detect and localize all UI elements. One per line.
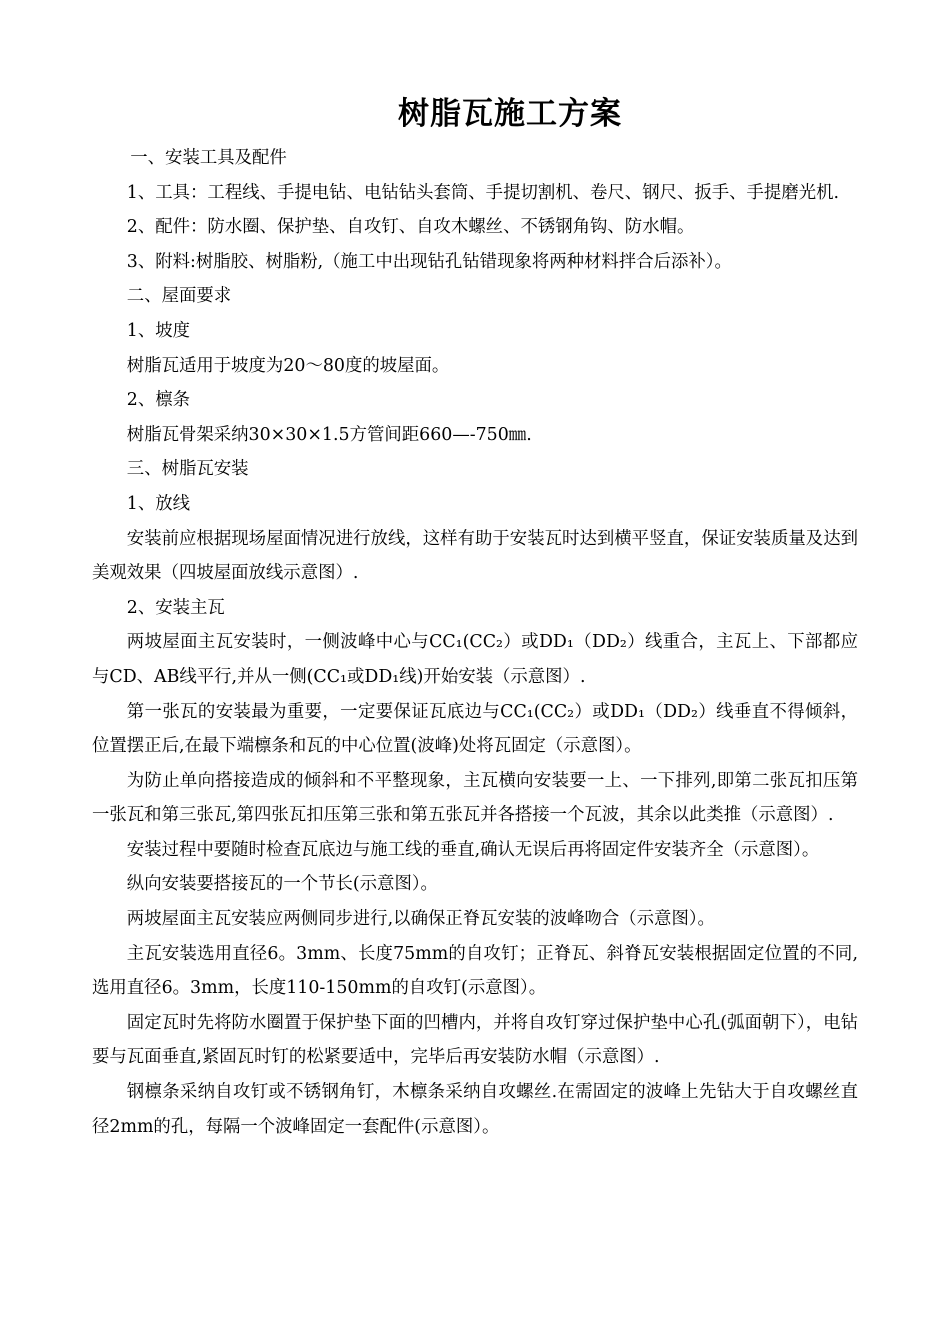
paragraph-purlin: 树脂瓦骨架采纳30×30×1.5方管间距660—-750㎜.: [126, 424, 532, 445]
section-heading-tools: 一、安装工具及配件: [130, 148, 287, 168]
subheading-layout: 1、放线: [126, 493, 191, 514]
section-heading-roof: 二、屋面要求: [126, 286, 232, 307]
paragraph-slope: 树脂瓦适用于坡度为20～80度的坡屋面。: [126, 355, 450, 376]
document-title: 树脂瓦施工方案: [398, 96, 622, 132]
section-heading-install: 三、树脂瓦安装: [126, 459, 249, 480]
paragraph-main-tile-9: 钢檩条采纳自攻钉或不锈钢角钉，木檩条采纳自攻螺丝.在需固定的波峰上先钻大于自攻螺丝直径2mm的孔，每隔一个波峰固定一套配件(示意图）。: [92, 1082, 858, 1137]
paragraph-materials: 3、附料:树脂胶、树脂粉,（施工中出现钻孔钻错现象将两种材料拌合后添补）。: [126, 251, 732, 272]
paragraph-main-tile-1: 两坡屋面主瓦安装时，一侧波峰中心与CC₁(CC₂）或DD₁（DD₂）线重合，主瓦上、下部都应与CD、AB线平行,并从一侧(CC₁或DD₁线)开始安装（示意图）.: [92, 632, 858, 687]
paragraph-main-tile-4: 安装过程中要随时检查瓦底边与施工线的垂直,确认无误后再将固定件安装齐全（示意图）。: [126, 839, 820, 860]
subheading-purlin: 2、檩条: [126, 390, 191, 411]
paragraph-main-tile-8: 固定瓦时先将防水圈置于保护垫下面的凹槽内，并将自攻钉穿过保护垫中心孔(弧面朝下），电钻要与瓦面垂直,紧固瓦时钉的松紧要适中，完毕后再安装防水帽（示意图）.: [92, 1012, 858, 1068]
paragraph-main-tile-2: 第一张瓦的安装最为重要，一定要保证瓦底边与CC₁(CC₂）或DD₁（DD₂）线垂直不得倾斜，位置摆正后,在最下端檩条和瓦的中心位置(波峰)处将瓦固定（示意图）。: [92, 701, 858, 757]
subheading-slope: 1、坡度: [126, 320, 191, 341]
paragraph-main-tile-6: 两坡屋面主瓦安装应两侧同步进行,以确保正脊瓦安装的波峰吻合（示意图）。: [126, 909, 715, 930]
paragraph-main-tile-7: 主瓦安装选用直径6。3mm、长度75mm的自攻钉；正脊瓦、斜脊瓦安装根据固定位置的不同,选用直径6。3mm，长度110-150mm的自攻钉(示意图）。: [92, 943, 858, 999]
paragraph-layout: 安装前应根据现场屋面情况进行放线，这样有助于安装瓦时达到横平竖直，保证安装质量及达到美观效果（四坡屋面放线示意图）.: [92, 528, 858, 584]
paragraph-main-tile-5: 纵向安装要搭接瓦的一个节长(示意图）。: [126, 874, 438, 895]
paragraph-fittings: 2、配件：防水圈、保护垫、自攻钉、自攻木螺丝、不锈钢角钩、防水帽。: [126, 217, 695, 238]
subheading-main-tile: 2、安装主瓦: [126, 597, 225, 618]
paragraph-main-tile-3: 为防止单向搭接造成的倾斜和不平整现象，主瓦横向安装要一上、一下排列,即第二张瓦扣压第一张瓦和第三张瓦,第四张瓦扣压第三张和第五张瓦并各搭接一个瓦波，其余以此类推（示意图）.: [92, 770, 858, 826]
paragraph-tools: 1、工具：工程线、手提电钻、电钻钻头套筒、手提切割机、卷尺、钢尺、扳手、手提磨光机.: [126, 182, 840, 203]
